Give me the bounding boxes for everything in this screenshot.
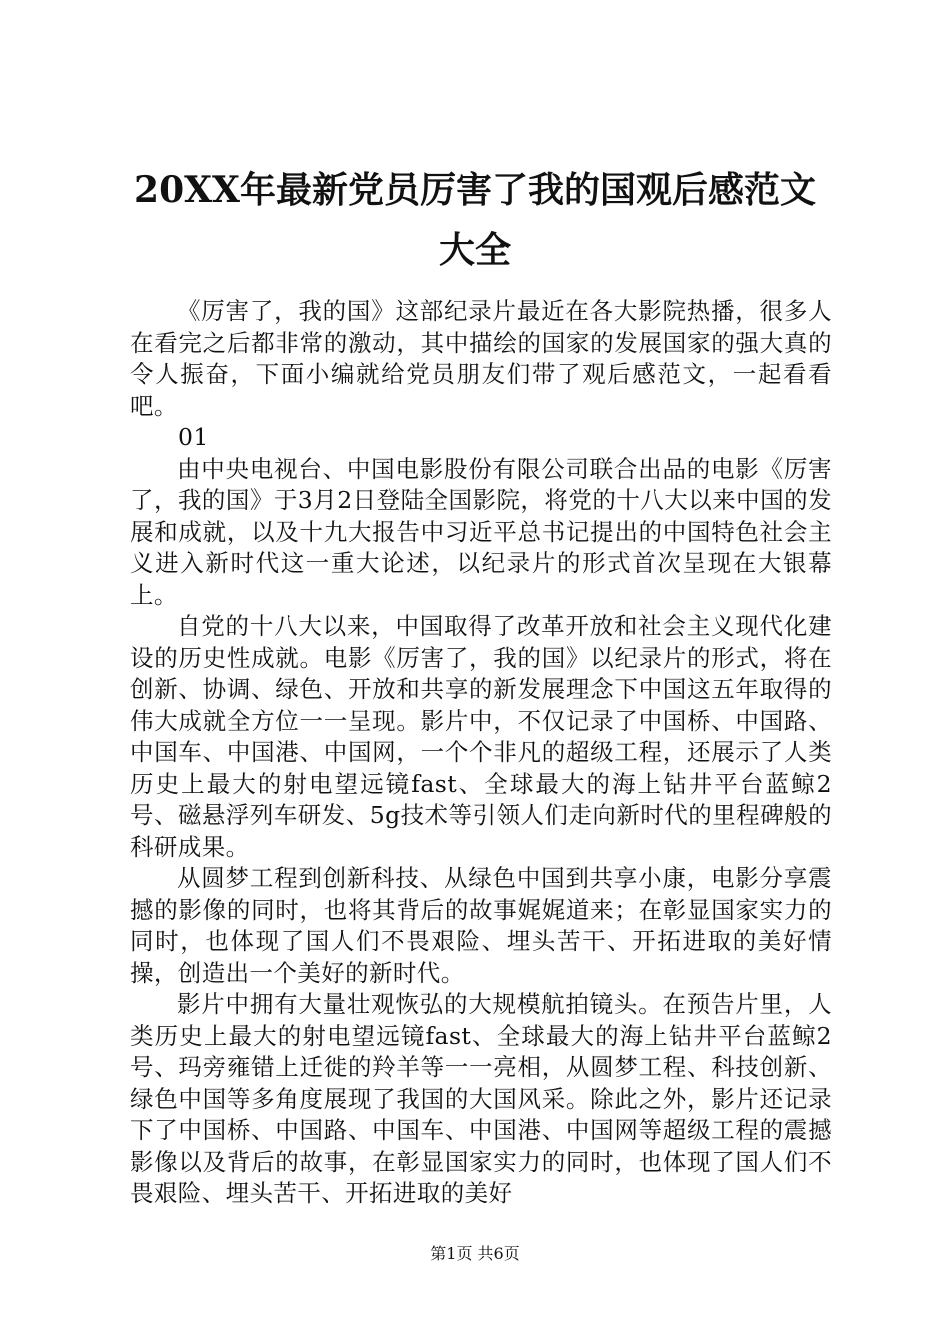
body-paragraph: 由中央电视台、中国电影股份有限公司联合出品的电影《厉害了，我的国》于3月2日登陆全国影院，将党的十八大以来中国的发展和成就，以及十九大报告中习近平总书记提出的中国特色社会主义进入新时代这一重大论述，以纪录片的形式首次呈现在大银幕上。 [130,454,832,609]
section-number: 01 [178,423,209,451]
document-body [130,296,832,1210]
body-paragraph: 自党的十八大以来，中国取得了改革开放和社会主义现代化建设的历史性成就。电影《厉害了，我的国》以纪录片的形式，将在创新、协调、绿色、开放和共享的新发展理念下中国这五年取得的伟大成就全方位一一呈现。影片中，不仅记录了中国桥、中国路、中国车、中国港、中国网，一个个非凡的超级工程，还展示了人类历史上最大的射电望远镜fast、全球最大的海上钻井平台蓝鲸2号、磁悬浮列车研发、5g技术等引领人们走向新时代的里程碑般的科研成果。 [130,612,832,861]
body-paragraph: 影片中拥有大量壮观恢弘的大规模航拍镜头。在预告片里，人类历史上最大的射电望远镜fast、全球最大的海上钻井平台蓝鲸2号、玛旁雍错上迁徙的羚羊等一一亮相，从圆梦工程、科技创新、绿色中国等多角度展现了我国的大国风采。除此之外，影片还记录下了中国桥、中国路、中国车、中国港、中国网等超级工程的震撼影像以及背后的故事，在彰显国家实力的同时，也体现了国人们不畏艰险、埋头苦干、开拓进取的美好 [130,990,832,1207]
page-number-footer: 第1页 共6页 [430,1244,520,1263]
document-title: 20XX年最新党员厉害了我的国观后感范文大全 [134,169,816,271]
intro-paragraph: 《厉害了，我的国》这部纪录片最近在各大影院热播，很多人在看完之后都非常的激动，其中描绘的国家的发展国家的强大真的令人振奋，下面小编就给党员朋友们带了观后感范文，一起看看吧。 [130,297,832,420]
body-paragraph: 从圆梦工程到创新科技、从绿色中国到共享小康，电影分享震撼的影像的同时，也将其背后的故事娓娓道来；在彰显国家实力的同时，也体现了国人们不畏艰险、埋头苦干、开拓进取的美好情操，创造出一个美好的新时代。 [130,864,832,987]
